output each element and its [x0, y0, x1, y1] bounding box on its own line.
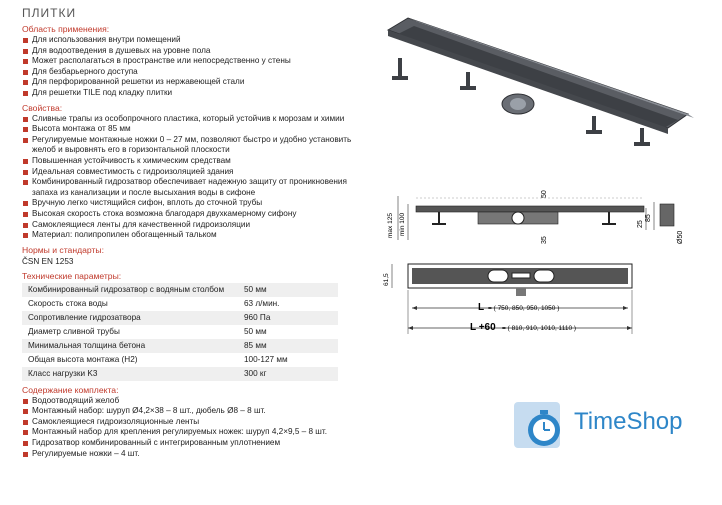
l60-values: = ( 810, 910, 1010, 1110 ) [502, 325, 577, 332]
list-item: Может располагаться в пространстве или непосредственно у стены [22, 56, 372, 67]
list-item: Для водоотведения в душевых на уровне пола [22, 46, 372, 57]
table-row [22, 311, 338, 325]
list-item: Повышенная устойчивость к химическим средствам [22, 156, 372, 167]
application-list [22, 35, 372, 99]
norms-heading: Нормы и стандарты: [22, 244, 104, 255]
top-view [383, 264, 632, 334]
list-item: Самоклеящиеся ленты для качественной гидроизоляции [22, 220, 372, 231]
tech-table [22, 283, 338, 381]
stopwatch-icon [510, 398, 570, 454]
table-row [22, 283, 338, 297]
param-name: Общая высота монтажа (H2) [28, 354, 138, 364]
dim-35: 35 [541, 236, 548, 244]
list-item: Сливные трапы из особопрочного пластика, который устойчив к морозам и химии [22, 114, 372, 125]
spec-column [22, 6, 372, 459]
param-name: Скорость стока воды [28, 298, 108, 308]
dim-61-5: 61,5 [383, 273, 390, 286]
param-value: 100-127 мм [244, 354, 288, 364]
list-item: Материал: полипропилен обогащенный тальком [22, 230, 372, 241]
l-label: L [478, 302, 485, 313]
list-item: Вручную легко чистящийся сифон, вплоть до сточной трубы [22, 198, 372, 209]
application-heading: Область применения: [22, 24, 110, 34]
param-value: 85 мм [238, 339, 338, 353]
dim-max125: max 125 [387, 213, 394, 238]
param-name: Диаметр сливной трубы [28, 326, 120, 336]
list-item: Для решетки TILE под кладку плитки [22, 88, 372, 99]
dim-85: 85 [645, 214, 652, 222]
list-item: Высокая скорость стока возможна благодаря двухкамерному сифону [22, 209, 372, 220]
drain-3d-illustration [388, 18, 694, 146]
list-item: Регулируемые монтажные ножки 0 – 27 мм, позволяют быстро и удобно установить желоб и выровнять его в горизонтальной плоскости [22, 135, 372, 156]
param-name: Сопротивление гидрозатвора [22, 311, 238, 325]
norms-text: ČSN EN 1253 [22, 256, 74, 266]
l-values: = ( 750, 850, 950, 1050 ) [488, 305, 560, 312]
dim-25: 25 [637, 220, 644, 228]
list-item: Для безбарьерного доступа [22, 67, 372, 78]
list-item: Для перфорированной решетки из нержавеющей стали [22, 77, 372, 88]
list-item: Комбинированный гидрозатвор обеспечивает надежную защиту от проникновения запаха из канализации и после высыхания воды в сифоне [22, 177, 372, 198]
logo-text: TimeShop [574, 408, 683, 435]
param-name: Комбинированный гидрозатвор с водяным столбом [22, 283, 238, 297]
dim-phi50: Ø50 [677, 230, 684, 244]
list-item: Монтажный набор для крепления регулируемых ножек: шуруп 4,2×9,5 – 8 шт. [22, 427, 372, 438]
list-item: Самоклеящиеся гидроизоляционные ленты [22, 417, 372, 428]
properties-list [22, 114, 372, 241]
contents-heading: Содержание комплекта: [22, 384, 119, 395]
table-row [22, 367, 338, 381]
table-row [22, 325, 338, 339]
param-value: 63 л/мин. [244, 298, 280, 308]
list-item: Идеальная совместимость с гидроизоляцией здания [22, 167, 372, 178]
side-view [387, 190, 684, 244]
list-item: Водоотводящий желоб [22, 396, 372, 407]
list-item: Регулируемые ножки – 4 шт. [22, 449, 372, 460]
dim-50: 50 [541, 190, 548, 198]
list-item: Гидрозатвор комбинированный с интегрированным уплотнением [22, 438, 372, 449]
param-value: 50 мм [244, 326, 267, 336]
timeshop-logo [510, 398, 710, 458]
param-value: 960 Па [238, 311, 338, 325]
tech-heading: Технические параметры: [22, 270, 122, 281]
list-item: Монтажный набор: шуруп Ø4,2×38 – 8 шт., дюбель Ø8 – 8 шт. [22, 406, 372, 417]
dim-min100: min 100 [399, 212, 406, 236]
param-value: 50 мм [238, 283, 338, 297]
list-item: Для использования внутри помещений [22, 35, 372, 46]
param-value: 300 кг [238, 367, 338, 381]
param-name: Класс нагрузки K3 [22, 367, 238, 381]
technical-drawing [378, 8, 718, 338]
table-row [22, 297, 338, 311]
l60-label: L +60 [470, 322, 496, 333]
table-row [22, 339, 338, 353]
properties-heading: Свойства: [22, 102, 63, 113]
list-item: Высота монтажа от 85 мм [22, 124, 372, 135]
contents-list [22, 396, 372, 460]
page-title: ПЛИТКИ [22, 6, 77, 20]
param-name: Минимальная толщина бетона [22, 339, 238, 353]
table-row [22, 353, 338, 367]
